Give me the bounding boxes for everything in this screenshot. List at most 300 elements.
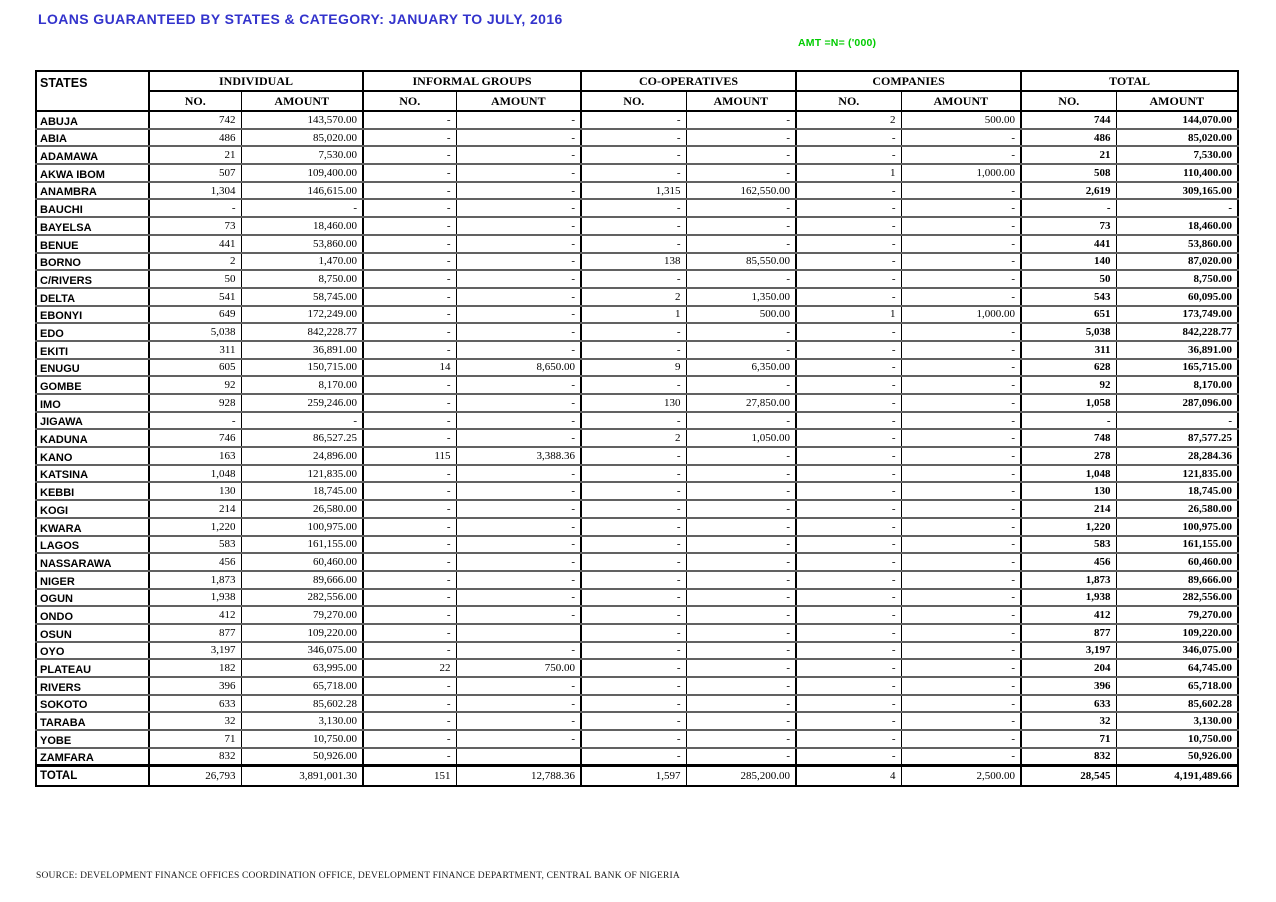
- total-amount-cell: 173,749.00: [1116, 306, 1238, 324]
- state-name-cell: EBONYI: [36, 306, 149, 324]
- individual-amount-cell: 100,975.00: [241, 518, 363, 536]
- companies-no-cell: 4: [796, 765, 901, 786]
- informal-no-cell: -: [363, 270, 456, 288]
- total-amount-cell: 3,130.00: [1116, 712, 1238, 730]
- total-no-cell: 456: [1021, 553, 1116, 571]
- informal-amount-cell: -: [456, 199, 581, 217]
- companies-amount-cell: -: [901, 695, 1021, 713]
- state-name-cell: SOKOTO: [36, 695, 149, 713]
- cooperatives-no-cell: -: [581, 730, 686, 748]
- companies-amount-cell: -: [901, 482, 1021, 500]
- total-no-cell: 583: [1021, 536, 1116, 554]
- companies-amount-cell: -: [901, 182, 1021, 200]
- total-amount-cell: 53,860.00: [1116, 235, 1238, 253]
- individual-no-cell: 507: [149, 164, 241, 182]
- total-amount-cell: 18,745.00: [1116, 482, 1238, 500]
- total-label-cell: TOTAL: [36, 765, 149, 786]
- cooperatives-no-cell: -: [581, 376, 686, 394]
- individual-amount-cell: 26,580.00: [241, 500, 363, 518]
- table-row: [36, 111, 1238, 129]
- companies-amount-cell: -: [901, 199, 1021, 217]
- companies-amount-cell: -: [901, 589, 1021, 607]
- individual-no-cell: -: [149, 199, 241, 217]
- total-amount-cell: 28,284.36: [1116, 447, 1238, 465]
- individual-amount-cell: 109,400.00: [241, 164, 363, 182]
- group-header-row: [36, 71, 1238, 91]
- individual-no-cell: 746: [149, 429, 241, 447]
- informal-amount-cell: -: [456, 270, 581, 288]
- individual-amount-cell: 24,896.00: [241, 447, 363, 465]
- informal-no-cell: -: [363, 253, 456, 271]
- total-no-cell: 278: [1021, 447, 1116, 465]
- total-amount-cell: 100,975.00: [1116, 518, 1238, 536]
- cooperatives-no-cell: -: [581, 518, 686, 536]
- group-header-informal-groups: INFORMAL GROUPS: [363, 71, 581, 91]
- informal-amount-cell: [456, 624, 581, 642]
- cooperatives-amount-cell: -: [686, 695, 796, 713]
- loans-table-container: [35, 70, 1239, 787]
- total-amount-cell: 87,577.25: [1116, 429, 1238, 447]
- individual-no-cell: 311: [149, 341, 241, 359]
- companies-amount-cell: -: [901, 394, 1021, 412]
- informal-no-cell: -: [363, 677, 456, 695]
- cooperatives-amount-cell: 162,550.00: [686, 182, 796, 200]
- individual-no-cell: 3,197: [149, 642, 241, 660]
- individual-amount-cell: 259,246.00: [241, 394, 363, 412]
- col-header-cooperatives-amount: AMOUNT: [686, 91, 796, 111]
- informal-no-cell: -: [363, 376, 456, 394]
- state-name-cell: ONDO: [36, 606, 149, 624]
- individual-no-cell: 412: [149, 606, 241, 624]
- companies-amount-cell: -: [901, 447, 1021, 465]
- informal-amount-cell: -: [456, 412, 581, 430]
- col-header-companies-no: NO.: [796, 91, 901, 111]
- cooperatives-no-cell: -: [581, 624, 686, 642]
- cooperatives-no-cell: -: [581, 129, 686, 147]
- cooperatives-amount-cell: -: [686, 642, 796, 660]
- cooperatives-no-cell: -: [581, 659, 686, 677]
- group-header-cooperatives: CO-OPERATIVES: [581, 71, 796, 91]
- cooperatives-no-cell: 138: [581, 253, 686, 271]
- state-name-cell: BAYELSA: [36, 217, 149, 235]
- total-amount-cell: 50,926.00: [1116, 748, 1238, 766]
- total-amount-cell: 89,666.00: [1116, 571, 1238, 589]
- table-row: [36, 182, 1238, 200]
- total-no-cell: 71: [1021, 730, 1116, 748]
- states-column-header: STATES: [36, 71, 149, 111]
- cooperatives-amount-cell: -: [686, 482, 796, 500]
- table-row: [36, 429, 1238, 447]
- cooperatives-amount-cell: -: [686, 111, 796, 129]
- cooperatives-amount-cell: 6,350.00: [686, 359, 796, 377]
- informal-no-cell: -: [363, 748, 456, 766]
- total-amount-cell: 109,220.00: [1116, 624, 1238, 642]
- individual-no-cell: 541: [149, 288, 241, 306]
- total-no-cell: 651: [1021, 306, 1116, 324]
- companies-amount-cell: -: [901, 217, 1021, 235]
- informal-no-cell: -: [363, 129, 456, 147]
- total-no-cell: 92: [1021, 376, 1116, 394]
- total-no-cell: 130: [1021, 482, 1116, 500]
- total-no-cell: 628: [1021, 359, 1116, 377]
- total-no-cell: 2,619: [1021, 182, 1116, 200]
- companies-no-cell: -: [796, 412, 901, 430]
- cooperatives-amount-cell: -: [686, 235, 796, 253]
- table-row: [36, 482, 1238, 500]
- companies-no-cell: -: [796, 199, 901, 217]
- state-name-cell: TARABA: [36, 712, 149, 730]
- cooperatives-no-cell: -: [581, 341, 686, 359]
- cooperatives-no-cell: -: [581, 589, 686, 607]
- table-row: [36, 323, 1238, 341]
- individual-amount-cell: 161,155.00: [241, 536, 363, 554]
- cooperatives-no-cell: -: [581, 606, 686, 624]
- state-name-cell: OYO: [36, 642, 149, 660]
- cooperatives-amount-cell: -: [686, 712, 796, 730]
- individual-amount-cell: 53,860.00: [241, 235, 363, 253]
- individual-amount-cell: 109,220.00: [241, 624, 363, 642]
- total-amount-cell: 346,075.00: [1116, 642, 1238, 660]
- informal-no-cell: -: [363, 217, 456, 235]
- individual-amount-cell: 3,891,001.30: [241, 765, 363, 786]
- individual-amount-cell: 282,556.00: [241, 589, 363, 607]
- companies-no-cell: -: [796, 695, 901, 713]
- individual-amount-cell: 79,270.00: [241, 606, 363, 624]
- total-no-cell: 441: [1021, 235, 1116, 253]
- companies-amount-cell: -: [901, 712, 1021, 730]
- informal-no-cell: -: [363, 624, 456, 642]
- companies-amount-cell: -: [901, 553, 1021, 571]
- total-amount-cell: 144,070.00: [1116, 111, 1238, 129]
- individual-no-cell: 73: [149, 217, 241, 235]
- individual-amount-cell: 842,228.77: [241, 323, 363, 341]
- col-header-cooperatives-no: NO.: [581, 91, 686, 111]
- individual-amount-cell: 121,835.00: [241, 465, 363, 483]
- state-name-cell: KADUNA: [36, 429, 149, 447]
- companies-amount-cell: -: [901, 465, 1021, 483]
- individual-no-cell: 2: [149, 253, 241, 271]
- informal-no-cell: -: [363, 288, 456, 306]
- companies-no-cell: -: [796, 730, 901, 748]
- total-no-cell: 5,038: [1021, 323, 1116, 341]
- informal-no-cell: -: [363, 465, 456, 483]
- individual-no-cell: 928: [149, 394, 241, 412]
- total-amount-cell: 7,530.00: [1116, 146, 1238, 164]
- companies-no-cell: -: [796, 606, 901, 624]
- informal-amount-cell: 12,788.36: [456, 765, 581, 786]
- companies-amount-cell: 2,500.00: [901, 765, 1021, 786]
- individual-amount-cell: 36,891.00: [241, 341, 363, 359]
- table-row: [36, 394, 1238, 412]
- table-row: [36, 376, 1238, 394]
- cooperatives-no-cell: 9: [581, 359, 686, 377]
- table-row: [36, 748, 1238, 766]
- individual-amount-cell: 3,130.00: [241, 712, 363, 730]
- total-amount-cell: 8,750.00: [1116, 270, 1238, 288]
- informal-amount-cell: 8,650.00: [456, 359, 581, 377]
- total-no-cell: 486: [1021, 129, 1116, 147]
- sub-header-row: [36, 91, 1238, 111]
- total-no-cell: 1,048: [1021, 465, 1116, 483]
- table-row: [36, 217, 1238, 235]
- cooperatives-no-cell: -: [581, 571, 686, 589]
- state-name-cell: LAGOS: [36, 536, 149, 554]
- companies-no-cell: -: [796, 359, 901, 377]
- total-no-cell: 28,545: [1021, 765, 1116, 786]
- cooperatives-amount-cell: -: [686, 518, 796, 536]
- informal-no-cell: -: [363, 146, 456, 164]
- companies-amount-cell: -: [901, 730, 1021, 748]
- companies-no-cell: 1: [796, 164, 901, 182]
- table-body: [36, 111, 1238, 786]
- individual-amount-cell: 8,170.00: [241, 376, 363, 394]
- total-amount-cell: 60,460.00: [1116, 553, 1238, 571]
- table-row: [36, 306, 1238, 324]
- total-no-cell: 140: [1021, 253, 1116, 271]
- informal-amount-cell: -: [456, 589, 581, 607]
- cooperatives-no-cell: -: [581, 447, 686, 465]
- informal-no-cell: -: [363, 553, 456, 571]
- state-name-cell: KWARA: [36, 518, 149, 536]
- table-row: [36, 412, 1238, 430]
- companies-no-cell: -: [796, 571, 901, 589]
- table-row: [36, 500, 1238, 518]
- cooperatives-no-cell: 2: [581, 288, 686, 306]
- cooperatives-no-cell: -: [581, 712, 686, 730]
- informal-amount-cell: -: [456, 253, 581, 271]
- companies-amount-cell: -: [901, 624, 1021, 642]
- companies-amount-cell: -: [901, 748, 1021, 766]
- cooperatives-no-cell: -: [581, 695, 686, 713]
- individual-amount-cell: 86,527.25: [241, 429, 363, 447]
- companies-amount-cell: -: [901, 571, 1021, 589]
- total-amount-cell: 85,602.28: [1116, 695, 1238, 713]
- state-name-cell: ZAMFARA: [36, 748, 149, 766]
- informal-no-cell: -: [363, 111, 456, 129]
- state-name-cell: PLATEAU: [36, 659, 149, 677]
- companies-amount-cell: -: [901, 129, 1021, 147]
- individual-no-cell: 5,038: [149, 323, 241, 341]
- companies-amount-cell: -: [901, 536, 1021, 554]
- cooperatives-no-cell: -: [581, 412, 686, 430]
- total-amount-cell: 65,718.00: [1116, 677, 1238, 695]
- state-name-cell: YOBE: [36, 730, 149, 748]
- table-row: [36, 146, 1238, 164]
- state-name-cell: NIGER: [36, 571, 149, 589]
- informal-amount-cell: [456, 748, 581, 766]
- companies-no-cell: -: [796, 748, 901, 766]
- informal-amount-cell: -: [456, 164, 581, 182]
- cooperatives-no-cell: -: [581, 536, 686, 554]
- total-amount-cell: 8,170.00: [1116, 376, 1238, 394]
- informal-no-cell: -: [363, 606, 456, 624]
- col-header-individual-amount: AMOUNT: [241, 91, 363, 111]
- table-row: [36, 642, 1238, 660]
- cooperatives-no-cell: -: [581, 199, 686, 217]
- companies-no-cell: -: [796, 677, 901, 695]
- cooperatives-amount-cell: -: [686, 553, 796, 571]
- companies-no-cell: -: [796, 712, 901, 730]
- table-row: [36, 199, 1238, 217]
- individual-amount-cell: 10,750.00: [241, 730, 363, 748]
- col-header-total-no: NO.: [1021, 91, 1116, 111]
- total-amount-cell: 87,020.00: [1116, 253, 1238, 271]
- informal-no-cell: -: [363, 394, 456, 412]
- table-row: [36, 695, 1238, 713]
- total-row: [36, 765, 1238, 786]
- col-header-companies-amount: AMOUNT: [901, 91, 1021, 111]
- cooperatives-amount-cell: -: [686, 536, 796, 554]
- table-row: [36, 359, 1238, 377]
- companies-amount-cell: -: [901, 253, 1021, 271]
- total-amount-cell: -: [1116, 199, 1238, 217]
- total-amount-cell: -: [1116, 412, 1238, 430]
- companies-no-cell: -: [796, 518, 901, 536]
- table-row: [36, 288, 1238, 306]
- individual-amount-cell: 346,075.00: [241, 642, 363, 660]
- total-amount-cell: 287,096.00: [1116, 394, 1238, 412]
- individual-no-cell: 396: [149, 677, 241, 695]
- companies-no-cell: -: [796, 447, 901, 465]
- cooperatives-no-cell: 130: [581, 394, 686, 412]
- total-no-cell: 1,058: [1021, 394, 1116, 412]
- table-row: [36, 270, 1238, 288]
- individual-no-cell: 71: [149, 730, 241, 748]
- companies-no-cell: -: [796, 182, 901, 200]
- total-no-cell: 32: [1021, 712, 1116, 730]
- cooperatives-no-cell: -: [581, 642, 686, 660]
- cooperatives-amount-cell: -: [686, 412, 796, 430]
- companies-no-cell: -: [796, 394, 901, 412]
- informal-amount-cell: 750.00: [456, 659, 581, 677]
- informal-amount-cell: -: [456, 129, 581, 147]
- cooperatives-amount-cell: -: [686, 748, 796, 766]
- table-row: [36, 235, 1238, 253]
- total-no-cell: 73: [1021, 217, 1116, 235]
- companies-amount-cell: -: [901, 677, 1021, 695]
- informal-amount-cell: -: [456, 217, 581, 235]
- col-header-informal-no: NO.: [363, 91, 456, 111]
- total-amount-cell: 309,165.00: [1116, 182, 1238, 200]
- cooperatives-no-cell: 2: [581, 429, 686, 447]
- informal-amount-cell: -: [456, 482, 581, 500]
- state-name-cell: KEBBI: [36, 482, 149, 500]
- companies-no-cell: -: [796, 429, 901, 447]
- individual-amount-cell: -: [241, 412, 363, 430]
- table-row: [36, 253, 1238, 271]
- companies-no-cell: -: [796, 642, 901, 660]
- state-name-cell: ENUGU: [36, 359, 149, 377]
- state-name-cell: DELTA: [36, 288, 149, 306]
- total-no-cell: 412: [1021, 606, 1116, 624]
- total-amount-cell: 121,835.00: [1116, 465, 1238, 483]
- individual-no-cell: 1,304: [149, 182, 241, 200]
- individual-no-cell: 633: [149, 695, 241, 713]
- table-row: [36, 571, 1238, 589]
- companies-no-cell: -: [796, 129, 901, 147]
- cooperatives-amount-cell: 285,200.00: [686, 765, 796, 786]
- cooperatives-no-cell: -: [581, 270, 686, 288]
- cooperatives-amount-cell: -: [686, 270, 796, 288]
- total-no-cell: -: [1021, 199, 1116, 217]
- table-row: [36, 553, 1238, 571]
- informal-no-cell: 14: [363, 359, 456, 377]
- cooperatives-no-cell: 1,315: [581, 182, 686, 200]
- companies-no-cell: -: [796, 253, 901, 271]
- informal-amount-cell: -: [456, 642, 581, 660]
- companies-no-cell: -: [796, 589, 901, 607]
- state-name-cell: BAUCHI: [36, 199, 149, 217]
- cooperatives-amount-cell: -: [686, 447, 796, 465]
- individual-amount-cell: 7,530.00: [241, 146, 363, 164]
- companies-no-cell: -: [796, 341, 901, 359]
- individual-no-cell: 130: [149, 482, 241, 500]
- cooperatives-amount-cell: -: [686, 146, 796, 164]
- state-name-cell: EDO: [36, 323, 149, 341]
- informal-no-cell: -: [363, 235, 456, 253]
- total-amount-cell: 161,155.00: [1116, 536, 1238, 554]
- cooperatives-no-cell: -: [581, 146, 686, 164]
- total-amount-cell: 60,095.00: [1116, 288, 1238, 306]
- companies-amount-cell: -: [901, 659, 1021, 677]
- companies-amount-cell: -: [901, 235, 1021, 253]
- individual-amount-cell: 89,666.00: [241, 571, 363, 589]
- companies-no-cell: -: [796, 146, 901, 164]
- cooperatives-amount-cell: 500.00: [686, 306, 796, 324]
- individual-no-cell: 1,220: [149, 518, 241, 536]
- informal-amount-cell: -: [456, 571, 581, 589]
- total-no-cell: 21: [1021, 146, 1116, 164]
- state-name-cell: ADAMAWA: [36, 146, 149, 164]
- companies-amount-cell: -: [901, 518, 1021, 536]
- total-amount-cell: 79,270.00: [1116, 606, 1238, 624]
- individual-no-cell: 605: [149, 359, 241, 377]
- individual-no-cell: 214: [149, 500, 241, 518]
- companies-no-cell: -: [796, 553, 901, 571]
- companies-amount-cell: -: [901, 359, 1021, 377]
- total-amount-cell: 110,400.00: [1116, 164, 1238, 182]
- companies-no-cell: -: [796, 624, 901, 642]
- total-amount-cell: 36,891.00: [1116, 341, 1238, 359]
- informal-no-cell: -: [363, 730, 456, 748]
- table-row: [36, 677, 1238, 695]
- informal-amount-cell: -: [456, 341, 581, 359]
- informal-amount-cell: -: [456, 518, 581, 536]
- state-name-cell: C/RIVERS: [36, 270, 149, 288]
- cooperatives-no-cell: 1: [581, 306, 686, 324]
- companies-amount-cell: 500.00: [901, 111, 1021, 129]
- cooperatives-amount-cell: -: [686, 341, 796, 359]
- total-no-cell: 214: [1021, 500, 1116, 518]
- individual-amount-cell: 63,995.00: [241, 659, 363, 677]
- state-name-cell: EKITI: [36, 341, 149, 359]
- cooperatives-amount-cell: -: [686, 376, 796, 394]
- informal-amount-cell: -: [456, 323, 581, 341]
- table-row: [36, 624, 1238, 642]
- col-header-individual-no: NO.: [149, 91, 241, 111]
- table-row: [36, 606, 1238, 624]
- individual-no-cell: 441: [149, 235, 241, 253]
- page-title: LOANS GUARANTEED BY STATES & CATEGORY: JANUARY TO JULY, 2016: [38, 11, 563, 27]
- informal-amount-cell: -: [456, 712, 581, 730]
- total-no-cell: 744: [1021, 111, 1116, 129]
- total-no-cell: 3,197: [1021, 642, 1116, 660]
- total-no-cell: 311: [1021, 341, 1116, 359]
- group-header-total: TOTAL: [1021, 71, 1238, 91]
- informal-amount-cell: -: [456, 465, 581, 483]
- state-name-cell: KANO: [36, 447, 149, 465]
- state-name-cell: IMO: [36, 394, 149, 412]
